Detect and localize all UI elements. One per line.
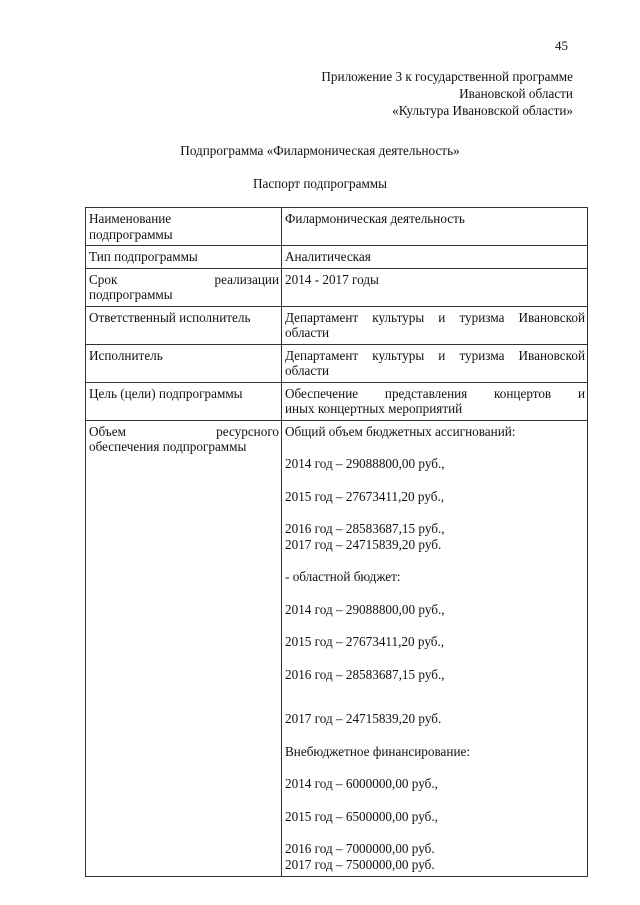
funding-total-header: Общий объем бюджетных ассигнований: <box>285 423 516 439</box>
row-label: Объем <box>89 423 126 439</box>
row-label: реализации <box>214 271 279 287</box>
funding-total-line: 2016 год – 28583687,15 руб., <box>285 521 445 536</box>
funding-regional-line: 2016 год – 28583687,15 руб., <box>285 666 445 682</box>
row-label: Ответственный исполнитель <box>89 309 251 325</box>
appendix-line-1: Приложение 3 к государственной программе <box>321 69 573 84</box>
row-value: области <box>285 325 330 340</box>
label-cell <box>86 208 282 246</box>
label-cell <box>86 344 282 382</box>
label-cell <box>86 382 282 420</box>
table-row-funding <box>86 420 588 877</box>
row-value: Департамент культуры и туризма Ивановской <box>285 347 585 363</box>
funding-regional-line: 2015 год – 27673411,20 руб., <box>285 634 445 649</box>
page-number: 45 <box>555 38 568 53</box>
row-label-split <box>89 424 279 440</box>
table-row-executor <box>86 344 588 382</box>
value-cell <box>282 344 588 382</box>
table-row-responsible <box>86 306 588 344</box>
funding-regional-header: - областной бюджет: <box>285 569 401 584</box>
value-cell <box>282 306 588 344</box>
row-label: Цель (цели) подпрограммы <box>89 385 243 401</box>
table-row-term <box>86 268 588 306</box>
funding-extra-line: 2014 год – 6000000,00 руб., <box>285 776 438 791</box>
funding-total-line: 2015 год – 27673411,20 руб., <box>285 488 445 504</box>
label-cell <box>86 268 282 306</box>
funding-total-line: 2014 год – 29088800,00 руб., <box>285 456 445 471</box>
table-row-type <box>86 246 588 269</box>
row-label-split <box>89 272 279 288</box>
funding-regional-line: 2014 год – 29088800,00 руб., <box>285 601 445 617</box>
row-label: подпрограммы <box>89 226 173 242</box>
label-cell <box>86 306 282 344</box>
funding-regional-line: 2017 год – 24715839,20 руб. <box>285 711 442 726</box>
label-cell <box>86 420 282 877</box>
value-cell <box>282 268 588 306</box>
funding-total-line: 2017 год – 24715839,20 руб. <box>285 536 442 552</box>
row-value: Департамент культуры и туризма Ивановской <box>285 309 585 325</box>
value-cell <box>282 420 588 877</box>
table-row-name <box>86 208 588 246</box>
funding-extra-line: 2017 год – 7500000,00 руб. <box>285 856 435 872</box>
row-label: Тип подпрограммы <box>89 249 198 264</box>
passport-title: Паспорт подпрограммы <box>253 176 387 191</box>
row-label: Наименование <box>89 211 172 226</box>
table-row-goal <box>86 382 588 420</box>
label-cell <box>86 246 282 269</box>
appendix-header <box>321 68 573 119</box>
row-label: ресурсного <box>216 423 279 439</box>
row-label: Исполнитель <box>89 347 163 363</box>
appendix-line-3: «Культура Ивановской области» <box>392 103 573 118</box>
row-value: иных концертных мероприятий <box>285 401 463 416</box>
row-value: Аналитическая <box>285 249 371 264</box>
funding-extra-line: 2016 год – 7000000,00 руб. <box>285 841 435 856</box>
subprogram-title: Подпрограмма «Филармоническая деятельность» <box>180 143 460 158</box>
row-label: обеспечения подпрограммы <box>89 439 247 454</box>
value-cell <box>282 208 588 246</box>
funding-extra-header: Внебюджетное финансирование: <box>285 743 471 759</box>
row-value: 2014 - 2017 годы <box>285 271 379 287</box>
appendix-line-2: Ивановской области <box>459 86 573 101</box>
row-label: подпрограммы <box>89 287 173 302</box>
value-cell <box>282 382 588 420</box>
row-value: области <box>285 363 330 378</box>
passport-table <box>85 207 588 877</box>
value-cell <box>282 246 588 269</box>
row-label: Срок <box>89 271 118 287</box>
funding-extra-line: 2015 год – 6500000,00 руб., <box>285 808 438 824</box>
row-value: Обеспечение представления концертов и <box>285 385 585 401</box>
row-value: Филармоническая деятельность <box>285 211 465 226</box>
